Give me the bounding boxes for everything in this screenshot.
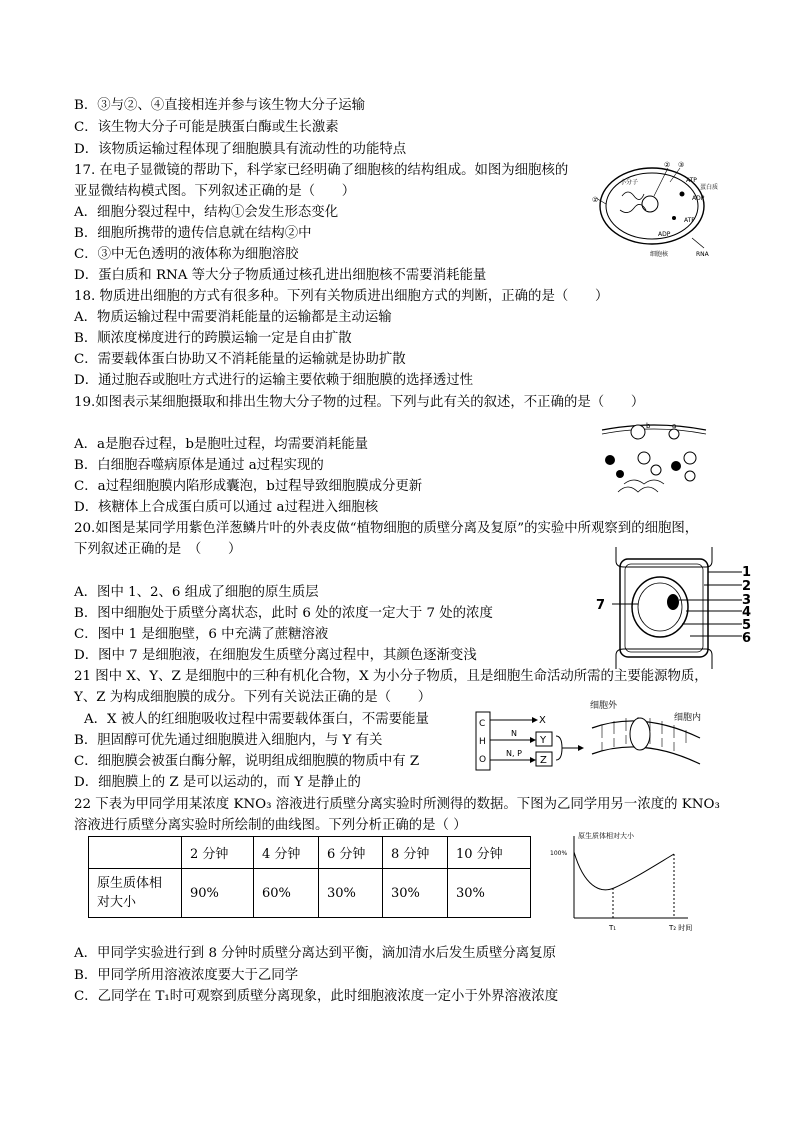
nucleus-label: ADP bbox=[692, 195, 705, 202]
option-c-22: C．乙同学在 T₁时可观察到质壁分离现象，此时细胞液浓度一定小于外界溶液浓度 bbox=[74, 989, 559, 1004]
chart-ylabel: 原生质体相对大小 bbox=[578, 832, 634, 840]
endocytosis-label: b bbox=[646, 422, 651, 430]
option-c-19: C．a过程细胞膜内陷形成囊泡，b过程导致细胞膜成分更新 bbox=[74, 479, 423, 494]
option-c-16: C．该生物大分子可能是胰蛋白酶或生长激素 bbox=[74, 120, 339, 135]
chart-t2-label: T₂ 时间 bbox=[669, 924, 693, 932]
option-d-17: D．蛋白质和 RNA 等大分子物质通过核孔进出细胞核不需要消耗能量 bbox=[74, 268, 487, 283]
option-c-21: C．细胞膜会被蛋白酶分解，说明组成细胞膜的物质中有 Z bbox=[74, 754, 420, 769]
inside-label: 细胞内 bbox=[674, 713, 702, 723]
option-c-18: C．需要载体蛋白协助又不消耗能量的运输就是协助扩散 bbox=[74, 352, 406, 367]
question-17-stem-2: 亚显微结构模式图。下列叙述正确的是（ ） bbox=[74, 184, 356, 199]
nucleus-label: ADP bbox=[658, 231, 671, 238]
cell-label: 1 bbox=[742, 565, 752, 580]
endocytosis-diagram bbox=[598, 418, 710, 500]
question-22-stem-2: 溶液进行质壁分离实验时所绘制的曲线图。下列分析正确的是（ ） bbox=[74, 818, 467, 833]
question-22-stem: 22 下表为甲同学用某浓度 KNO₃ 溶液进行质壁分离实验时所测得的数据。下图为乙同学用另一浓度的 KNO₃ bbox=[74, 797, 720, 812]
option-b-16: B．③与②、④直接相连并参与该生物大分子运输 bbox=[74, 98, 366, 113]
compound-z: Z bbox=[540, 755, 547, 766]
chart-ytick: 100% bbox=[550, 850, 568, 857]
plant-cell-diagram bbox=[594, 547, 754, 669]
table-cell: 30% bbox=[383, 869, 448, 918]
option-d-19: D．核糖体上合成蛋白质可以通过 a过程进入细胞核 bbox=[74, 500, 379, 515]
option-a-17: A．细胞分裂过程中，结构①会发生形态变化 bbox=[74, 205, 339, 220]
table-header-cell: 8 分钟 bbox=[383, 837, 448, 869]
protoplast-curve-chart bbox=[550, 826, 700, 938]
outside-label: 细胞外 bbox=[590, 701, 618, 711]
cell-label: 3 bbox=[742, 593, 752, 608]
chon-letter: H bbox=[479, 737, 486, 747]
nucleus-label: ATP bbox=[684, 217, 695, 224]
table-cell: 90% bbox=[182, 869, 254, 918]
arrow-label: N bbox=[511, 729, 517, 738]
option-c-20: C．图中 1 是细胞壁，6 中充满了蔗糖溶液 bbox=[74, 627, 329, 642]
cell-label: 6 bbox=[742, 631, 752, 646]
arrow-label: N, P bbox=[506, 749, 522, 758]
nucleus-label: ATP bbox=[686, 177, 697, 184]
chart-t1-label: T₁ bbox=[609, 924, 617, 932]
nucleus-label: ③ bbox=[678, 161, 685, 169]
question-19-stem: 19.如图表示某细胞摄取和排出生物大分子物的过程。下列与此有关的叙述，不正确的是（ ） bbox=[74, 395, 645, 410]
chart-series-line bbox=[574, 852, 674, 890]
table-header-cell: 2 分钟 bbox=[182, 837, 254, 869]
nucleus-label: 蛋白质 bbox=[700, 184, 719, 191]
nucleus-label: RNA bbox=[696, 251, 709, 258]
question-18-stem: 18. 物质进出细胞的方式有很多种。下列有关物质进出细胞方式的判断，正确的是（ ） bbox=[74, 289, 609, 304]
nucleus-diagram bbox=[592, 158, 722, 260]
cell-label: 7 bbox=[596, 598, 606, 613]
nucleus-label: 细胞核 bbox=[650, 251, 669, 258]
membrane-composition-diagram bbox=[474, 698, 730, 778]
table-header-cell bbox=[89, 837, 182, 869]
table-cell: 30% bbox=[319, 869, 383, 918]
cell-label: 5 bbox=[742, 618, 752, 633]
option-a-22: A．甲同学实验进行到 8 分钟时质壁分离达到平衡，滴加清水后发生质壁分离复原 bbox=[74, 946, 556, 961]
table-header-cell: 4 分钟 bbox=[254, 837, 319, 869]
chon-letter: O bbox=[479, 755, 487, 765]
table-row-label: 原生质体相对大小 bbox=[89, 869, 182, 918]
table-header-cell: 6 分钟 bbox=[319, 837, 383, 869]
table-cell: 60% bbox=[254, 869, 319, 918]
option-d-16: D．该物质运输过程体现了细胞膜具有流动性的功能特点 bbox=[74, 142, 407, 157]
chon-letter: C bbox=[479, 719, 486, 729]
option-b-17: B．细胞所携带的遗传信息就在结构②中 bbox=[74, 226, 312, 241]
table-header-cell: 10 分钟 bbox=[448, 837, 531, 869]
compound-y: Y bbox=[540, 735, 547, 746]
nucleus-label: ① bbox=[592, 196, 599, 204]
option-d-21: D．细胞膜上的 Z 是可以运动的，而 Y 是静止的 bbox=[74, 775, 361, 790]
question-21-stem: 21 图中 X、Y、Z 是细胞中的三种有机化合物，X 为小分子物质，且是细胞生命活动所需的主要能源物质， bbox=[74, 669, 708, 684]
endocytosis-label: a bbox=[672, 422, 677, 430]
nucleus-label: ② bbox=[664, 161, 671, 169]
option-b-21: B．胆固醇可优先通过细胞膜进入细胞内，与 Y 有关 bbox=[74, 733, 383, 748]
plasmolysis-table bbox=[88, 836, 531, 918]
option-b-22: B．甲同学所用溶液浓度要大于乙同学 bbox=[74, 968, 299, 983]
question-17-stem: 17. 在电子显微镜的帮助下，科学家已经明确了细胞核的结构组成。如图为细胞核的 bbox=[74, 163, 569, 178]
question-20-stem-2: 下列叙述正确的是 （ ） bbox=[74, 542, 242, 557]
cell-label: 4 bbox=[742, 605, 752, 620]
option-b-19: B．白细胞吞噬病原体是通过 a过程实现的 bbox=[74, 458, 324, 473]
option-b-20: B．图中细胞处于质壁分离状态，此时 6 处的浓度一定大于 7 处的浓度 bbox=[74, 606, 493, 621]
compound-x: X bbox=[539, 715, 546, 726]
cell-label: 2 bbox=[742, 579, 752, 594]
table-cell: 30% bbox=[448, 869, 531, 918]
option-b-18: B．顺浓度梯度进行的跨膜运输一定是自由扩散 bbox=[74, 331, 352, 346]
option-d-18: D．通过胞吞或胞吐方式进行的运输主要依赖于细胞膜的选择透过性 bbox=[74, 373, 474, 388]
option-d-20: D．图中 7 是细胞液，在细胞发生质壁分离过程中，其颜色逐渐变浅 bbox=[74, 648, 477, 663]
option-a-19: A．a是胞吞过程，b是胞吐过程，均需要消耗能量 bbox=[74, 437, 369, 452]
question-20-stem: 20.如图是某同学用紫色洋葱鳞片叶的外表皮做“植物细胞的质壁分离及复原”的实验中所观察到的细胞图， bbox=[74, 521, 699, 536]
nucleus-label: 小分子 bbox=[620, 179, 639, 186]
option-a-21: A．X 被人的红细胞吸收过程中需要载体蛋白，不需要能量 bbox=[84, 712, 429, 727]
question-21-stem-2: Y、Z 为构成细胞膜的成分。下列有关说法正确的是（ ） bbox=[74, 690, 432, 705]
option-a-20: A．图中 1、2、6 组成了细胞的原生质层 bbox=[74, 585, 319, 600]
option-a-18: A．物质运输过程中需要消耗能量的运输都是主动运输 bbox=[74, 310, 392, 325]
option-c-17: C．③中无色透明的液体称为细胞溶胶 bbox=[74, 247, 299, 262]
